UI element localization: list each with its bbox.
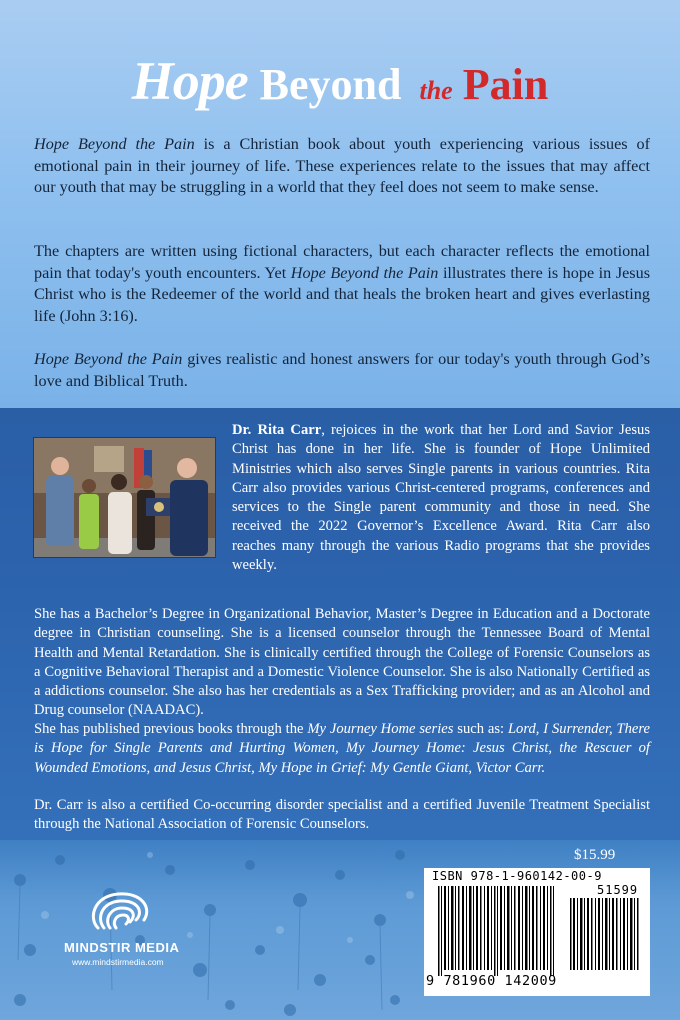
- book-title-ref: Hope Beyond the Pain: [34, 350, 183, 368]
- books-text: She has published previous books through the: [34, 721, 308, 737]
- award-ceremony-photo-icon: [34, 438, 216, 558]
- publisher-logo: [84, 888, 156, 940]
- author-bio-text: , rejoices in the work that her Lord and Savior Jesus Christ has done in her life. She is founder of Hope Unlimited Ministries which also serves Single parents in various countries. Rita Carr also provides various Christ-centered programs, conferences and services to the Single parent community and those in need. She received the 2022 Governor’s Excellence Award. Rita Carr also reaches many through the various Radio programs that she provides weekly.: [232, 422, 650, 574]
- mindstir-swirl-icon: [84, 888, 156, 940]
- credentials-paragraph: She has a Bachelor’s Degree in Organizational Behavior, Master’s Degree in Education and a Doctorate degree in Christian counseling. She is a licensed counselor through the Tennessee Board of Mental Health and Mental Retardation. She is clinically certified through the College of Forensic Counselors as a Cognitive Behavioral Therapist and a Domestic Violence Counselor. She is also Nationally Certified as a addictions counselor. She also has her credentials as a Sex Trafficking provider; and as an Alcohol and Drug counselor (NAADAC).: [34, 606, 650, 719]
- author-photo: [33, 437, 216, 558]
- closing-paragraph: Dr. Carr is also a certified Co-occurring disorder specialist and a certified Juvenile Treatment Specialist through the National Association of Forensic Counselors.: [34, 797, 650, 833]
- title-the: the: [419, 76, 453, 105]
- barcode-addon-text: 51599: [597, 883, 639, 897]
- publisher-name: MINDSTIR MEDIA: [64, 940, 180, 955]
- price-label: $15.99: [574, 847, 616, 863]
- books-text: such as:: [453, 721, 508, 737]
- series-name: My Journey Home series: [307, 721, 454, 737]
- author-name: Dr. Rita Carr: [232, 422, 322, 438]
- intro-text: The chapters are written using fictional characters, but each character reflects the emotional pain that today's youth encounters. Yet: [34, 242, 650, 282]
- barcode: [424, 868, 650, 996]
- intro-text: gives realistic and honest answers for our today's youth through God’s love and Biblical Truth.: [34, 350, 651, 390]
- title-hope: Hope: [131, 51, 248, 111]
- intro-paragraph-2: [34, 241, 650, 327]
- author-bio: [232, 421, 650, 575]
- intro-paragraph-1: [34, 134, 650, 199]
- title-pain: Pain: [462, 60, 549, 109]
- book-title: [0, 50, 680, 112]
- book-title-ref: Hope Beyond the Pain: [34, 135, 195, 153]
- book-title-ref: Hope Beyond the Pain: [290, 263, 439, 282]
- intro-text: is a Christian book about youth experiencing various issues of emotional pain in their journey of life. These experiences relate to the issues that may affect our youth that may be struggling in a world that they feel does not seem to make sense.: [34, 135, 651, 197]
- title-beyond: Beyond: [259, 60, 402, 109]
- books-paragraph: [34, 720, 650, 778]
- ean-number: 9 781960 142009: [426, 973, 557, 989]
- intro-paragraph-3: [34, 349, 650, 392]
- intro-text: illustrates there is hope in Jesus Christ who is the Redeemer of the world and that heals the broken heart and gives everlasting life (John 3:16).: [34, 263, 650, 325]
- publisher-url: www.mindstirmedia.com: [72, 957, 164, 967]
- isbn-text: ISBN 978-1-960142-00-9: [432, 869, 602, 883]
- book-titles: Lord, I Surrender, There is Hope for Single Parents and Hurting Women, My Journey Home: Jesus Christ, the Rescuer of Wounded Emotions, and Jesus Christ, My Hope in Grief: My Gentle Giant, Victor Carr.: [34, 721, 650, 776]
